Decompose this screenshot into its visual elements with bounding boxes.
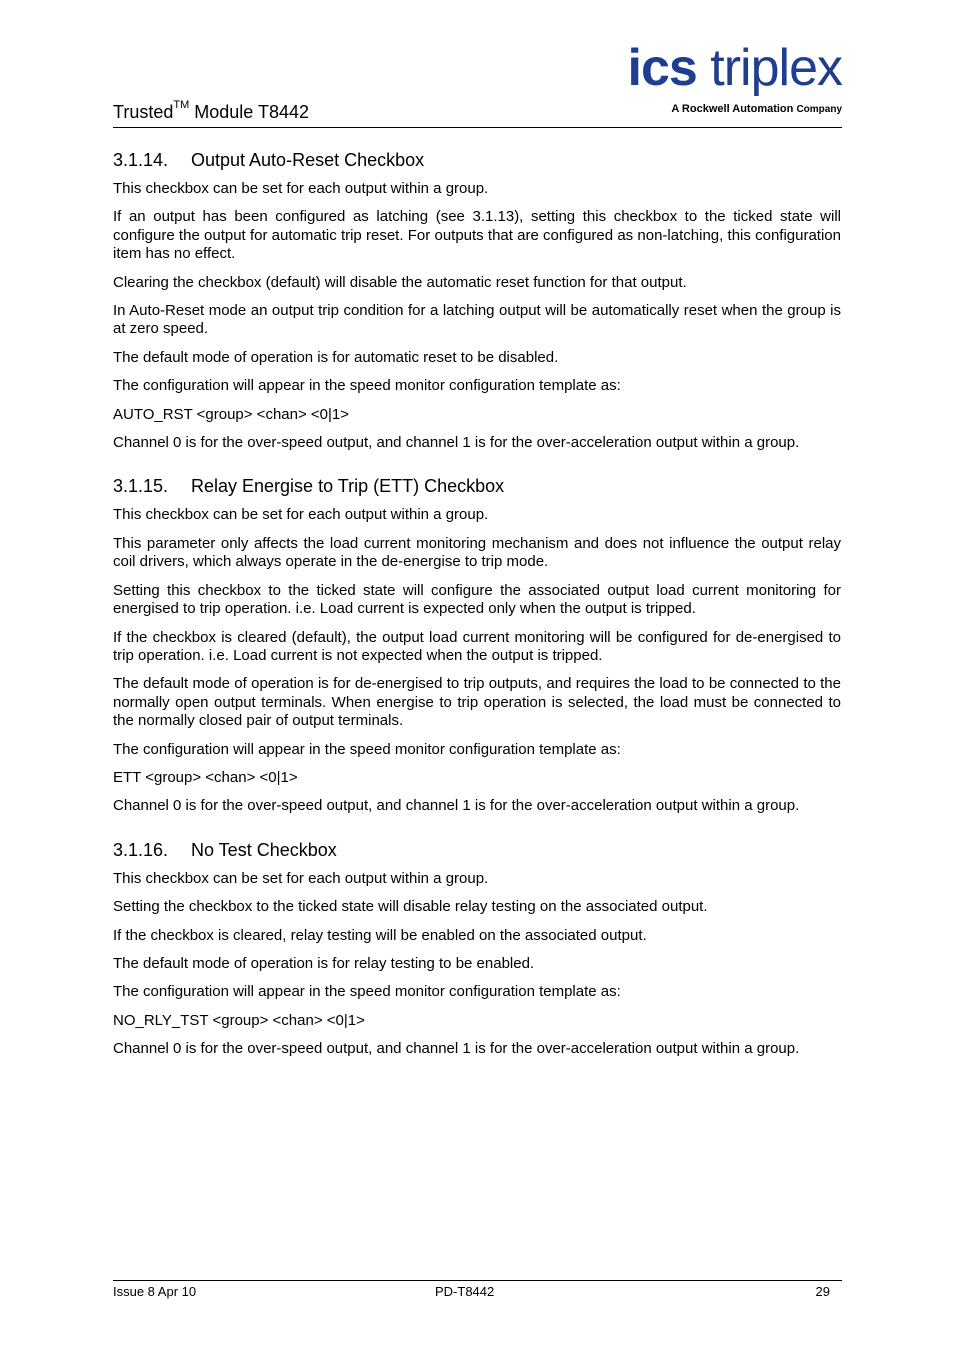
paragraph: This parameter only affects the load current monitoring mechanism and does not influence the output relay coil drivers, which always operate in the de-energise to trip mode.: [113, 534, 841, 571]
title-prefix: Trusted: [113, 102, 174, 122]
section-heading: [113, 150, 841, 171]
paragraph: The default mode of operation is for relay testing to be enabled.: [113, 954, 535, 972]
paragraph: This checkbox can be set for each output within a group.: [113, 180, 489, 197]
paragraph: If an output has been configured as latching (see 3.1.13), setting this checkbox to the ticked state will configure the output for automatic trip reset. For outputs that are configured as non-latching, this configuration item has no effect.: [113, 208, 841, 263]
paragraph: The default mode of operation is for automatic reset to be disabled.: [113, 348, 559, 366]
logo-ics: ics: [627, 39, 697, 97]
section-output-auto-reset: [113, 150, 841, 452]
section-title: No Test Checkbox: [191, 839, 337, 860]
paragraph: The configuration will appear in the speed monitor configuration template as:: [113, 377, 621, 395]
page-footer: [113, 1280, 842, 1304]
paragraph: If the checkbox is cleared (default), the output load current monitoring will be configured for de-energised to trip operation. i.e. Load current is not expected when the output is tripped.: [113, 628, 841, 664]
logo-tagline-text: A Rockwell Automation: [671, 103, 794, 115]
ics-triplex-logo: [602, 40, 842, 120]
logo-wordmark: [627, 39, 842, 97]
logo-company: Company: [796, 104, 842, 115]
footer-issue: Issue 8 Apr 10: [113, 1284, 197, 1299]
paragraph: Setting this checkbox to the ticked state will configure the associated output load current monitoring for energised to trip operation. i.e. Load current is expected only when the output is tripped.: [113, 581, 841, 618]
logo-triplex: triplex: [710, 39, 842, 97]
section-relay-ett: [113, 476, 841, 815]
section-title: Output Auto-Reset Checkbox: [191, 150, 425, 170]
config-template-line: AUTO_RST <group> <chan> <0|1>: [113, 405, 350, 423]
section-heading: [113, 476, 841, 497]
paragraph: Setting the checkbox to the ticked state will disable relay testing on the associated output.: [113, 898, 708, 916]
footer-doc-id: PD-T8442: [435, 1284, 495, 1299]
paragraph: Channel 0 is for the over-speed output, and channel 1 is for the over-acceleration output within a group.: [113, 434, 800, 452]
title-suffix: Module T8442: [189, 102, 310, 122]
section-number: 3.1.16.: [113, 839, 169, 860]
paragraph: The configuration will appear in the speed monitor configuration template as:: [113, 740, 621, 758]
logo-tagline: [671, 103, 842, 115]
trademark-mark: TM: [173, 99, 190, 111]
document-title: [113, 99, 310, 123]
paragraph: Channel 0 is for the over-speed output, and channel 1 is for the over-acceleration output within a group.: [113, 1040, 800, 1058]
section-heading: [113, 840, 841, 861]
page-number: 29: [815, 1284, 830, 1299]
paragraph: This checkbox can be set for each output within a group.: [113, 506, 489, 524]
paragraph: The default mode of operation is for de-energised to trip outputs, and requires the load to be connected to the normally open output terminals. When energise to trip operation is selected, the load must be connected to the normally closed pair of output terminals.: [113, 675, 841, 730]
section-number: 3.1.14.: [113, 150, 169, 170]
paragraph: Clearing the checkbox (default) will disable the automatic reset function for that output.: [113, 273, 687, 291]
paragraph: In Auto-Reset mode an output trip condition for a latching output will be automatically reset when the group is at zero speed.: [113, 302, 841, 338]
paragraph: If the checkbox is cleared, relay testing will be enabled on the associated output.: [113, 926, 647, 944]
paragraph: This checkbox can be set for each output within a group.: [113, 869, 489, 887]
section-number: 3.1.15.: [113, 476, 169, 497]
paragraph: Channel 0 is for the over-speed output, and channel 1 is for the over-acceleration output within a group.: [113, 797, 800, 815]
section-no-test: [113, 840, 841, 1059]
config-template-line: NO_RLY_TST <group> <chan> <0|1>: [113, 1011, 365, 1029]
config-template-line: ETT <group> <chan> <0|1>: [113, 768, 298, 786]
section-title: Relay Energise to Trip (ETT) Checkbox: [191, 476, 505, 497]
paragraph: The configuration will appear in the speed monitor configuration template as:: [113, 983, 621, 1001]
document-body: [113, 150, 841, 1069]
page-header: [113, 40, 842, 128]
